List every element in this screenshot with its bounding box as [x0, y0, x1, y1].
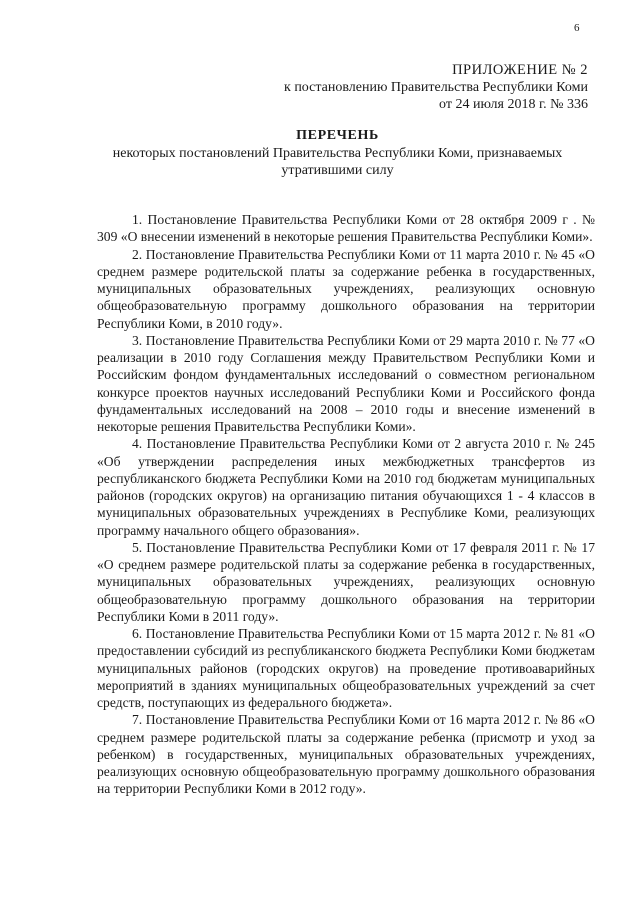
document-subtitle-line-2: утратившими силу	[281, 163, 394, 178]
appendix-header	[284, 62, 588, 113]
appendix-date: от 24 июля 2018 г. № 336	[439, 97, 588, 112]
page-number: 6	[574, 22, 580, 34]
appendix-reference: к постановлению Правительства Республики Коми	[284, 80, 588, 95]
list-item-5: 5. Постановление Правительства Республики Коми от 17 февраля 2011 г. № 17 «О среднем размере родительской платы за содержание ребенка в государственных, муниципальных образовательных учреждениях, реализующих основную общеобразовательную программу дошкольного образования на территории Республики Коми в 2011 году».	[97, 539, 595, 624]
list-item-1: 1. Постановление Правительства Республики Коми от 28 октября 2009 г . № 309 «О внесении изменений в некоторые решения Правительства Республики Коми».	[97, 212, 595, 245]
list-item-6: 6. Постановление Правительства Республики Коми от 15 марта 2012 г. № 81 «О предоставлении субсидий из республиканского бюджета Республики Коми бюджетам муниципальных районов (городских округов) на проведение противоаварийных мероприятий в зданиях муниципальных общеобразовательных учреждений за счет средств, поступающих из федерального бюджета».	[97, 626, 595, 710]
document-title: ПЕРЕЧЕНЬ	[296, 128, 379, 143]
list-item-3: 3. Постановление Правительства Республики Коми от 29 марта 2010 г. № 77 «О реализации в 2010 году Соглашения между Правительством Республики Коми и Российским фондом фундаментальных исследований о совместном региональном конкурсе проектов научных исследований Республики Коми и Российского фонда фундаментальных исследований на 2008 – 2010 годы и внесение изменений в некоторые решения Правительства Республики Коми».	[97, 332, 595, 434]
list-item-4: 4. Постановление Правительства Республики Коми от 2 августа 2010 г. № 245 «Об утверждении распределения иных межбюджетных трансфертов из республиканского бюджета Республики Коми на 2010 год бюджетам муниципальных районов (городских округов) на организацию питания обучающихся 1 - 4 классов в муниципальных образовательных учреждениях в Республике Коми, реализующих программу начального общего образования».	[97, 436, 595, 538]
document-body	[97, 211, 595, 798]
list-item-7: 7. Постановление Правительства Республики Коми от 16 марта 2012 г. № 86 «О среднем размере родительской платы за содержание ребенка (присмотр и уход за ребенком) в государственных, муниципальных образовательных учреждениях, реализующих основную общеобразовательную программу дошкольного образования на территории Республики Коми в 2012 году».	[97, 712, 595, 797]
document-subtitle	[80, 145, 595, 179]
list-item-2: 2. Постановление Правительства Республики Коми от 11 марта 2010 г. № 45 «О среднем размере родительской платы за содержание ребенка в государственных, муниципальных образовательных учреждениях, реализующих основную общеобразовательную программу дошкольного образования на территории Республики Коми, в 2010 году».	[97, 246, 595, 331]
appendix-title: ПРИЛОЖЕНИЕ № 2	[452, 62, 588, 78]
document-subtitle-line-1: некоторых постановлений Правительства Республики Коми, признаваемых	[112, 146, 563, 161]
